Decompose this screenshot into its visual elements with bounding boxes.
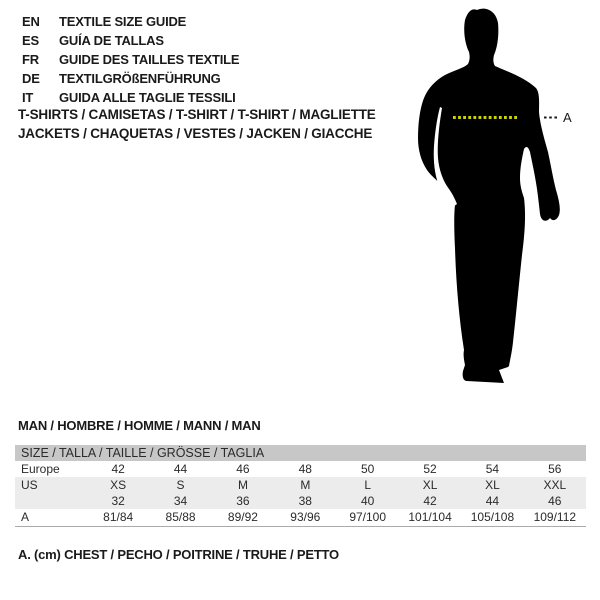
language-code: EN [22,14,40,29]
man-silhouette [418,9,560,383]
size-cell: 46 [236,462,250,476]
size-cell: 42 [111,462,125,476]
row-label: A [21,510,30,524]
size-cell: 44 [173,462,188,476]
size-table-header: SIZE / TALLA / TAILLE / GRÖSSE / TAGLIA [15,445,586,461]
size-cell: 81/84 [103,510,134,524]
size-cell: 34 [173,494,188,508]
table-row [15,461,586,477]
size-cell: 52 [423,462,437,476]
language-title: GUIDE DES TAILLES TEXTILE [59,52,240,67]
size-cell: 36 [236,494,250,508]
garment-type-lines [18,106,376,143]
size-cell: XXL [543,478,567,492]
size-cell: S [176,478,185,492]
size-cell: 42 [423,494,437,508]
footnote-chest: A. (cm) CHEST / PECHO / POITRINE / TRUHE / PETTO [18,547,339,562]
size-cell: M [300,478,311,492]
size-table [15,445,586,527]
language-code: DE [22,71,40,86]
language-title: TEXTILE SIZE GUIDE [59,14,187,29]
size-cell: 109/112 [533,510,577,524]
language-list [22,12,239,107]
section-title-man: MAN / HOMBRE / HOMME / MANN / MAN [18,418,261,433]
table-row [15,493,586,509]
row-label [15,493,87,509]
size-cell: L [364,478,372,492]
size-cell: 105/108 [470,510,515,524]
size-cell: 50 [361,462,375,476]
language-code: IT [22,90,34,105]
size-cell: 38 [298,494,312,508]
size-cell: XS [110,478,127,492]
size-cell: 32 [111,494,125,508]
language-row [22,31,239,50]
language-title: GUIDA ALLE TAGLIE TESSILI [59,90,236,105]
language-title: TEXTILGRÖßENFÜHRUNG [59,71,221,86]
language-row [22,50,239,69]
language-code: FR [22,52,39,67]
language-code: ES [22,33,39,48]
size-cell: 48 [298,462,312,476]
size-table-body [15,461,586,526]
language-title: GUÍA DE TALLAS [59,33,164,48]
table-row [15,477,586,493]
measure-label-a: A [563,110,572,125]
language-row [22,12,239,31]
size-cell: M [237,478,248,492]
size-cell: 40 [361,494,375,508]
size-cell: 85/88 [165,510,196,524]
language-row [22,69,239,88]
row-label: Europe [21,462,60,476]
size-cell: 56 [548,462,562,476]
size-cell: 97/100 [349,510,387,524]
man-silhouette-figure [410,0,600,400]
size-cell: XL [422,478,438,492]
size-cell: 93/96 [290,510,321,524]
size-cell: 89/92 [227,510,258,524]
table-row [15,509,586,526]
size-cell: 54 [485,462,500,476]
size-cell: XL [485,478,500,492]
size-cell: 46 [548,494,562,508]
garment-line: T-SHIRTS / CAMISETAS / T-SHIRT / T-SHIRT / MAGLIETTE [18,107,376,122]
row-label: US [21,478,38,492]
size-cell: 44 [485,494,500,508]
size-cell: 101/104 [408,510,452,524]
language-row [22,88,239,107]
garment-line: JACKETS / CHAQUETAS / VESTES / JACKEN / GIACCHE [18,125,373,141]
